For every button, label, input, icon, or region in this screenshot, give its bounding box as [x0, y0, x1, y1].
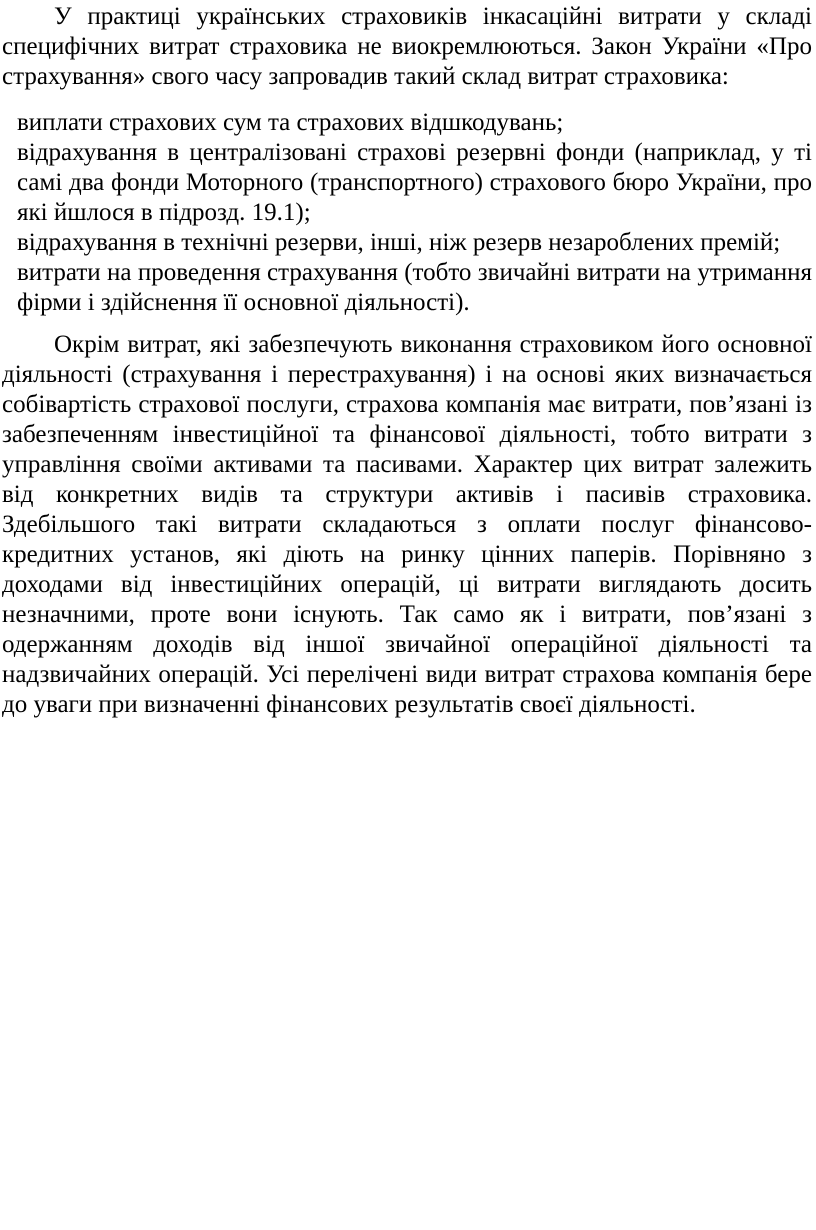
list-item: витрати на проведення страхування (тобто звичайні витрати на утримання фірми і здійснення її основної діяльності).	[17, 259, 812, 316]
list-item: виплати страхових сум та страхових відшкодувань;	[17, 109, 564, 136]
list-item: відрахування в технічні резерви, інші, ніж резерв незароблених премій;	[17, 229, 781, 256]
paragraph-main: Окрім витрат, які забезпечують виконання страховиком його основної діяльності (страхування і перестрахування) і на основі яких визначається собівартість страхової послуги, страхова компанія має витрати, пов’язані із забезпеченням інвестиційної та фінансової діяльності, тобто витрати з управління своїми активами та пасивами. Характер цих витрат залежить від конкретних видів та структури активів і пасивів страховика. Здебільшого такі витрати складаються з оплати послуг фінансово-кредитних установ, які діють на ринку цінних паперів. Порівняно з доходами від інвестиційних операцій, ці витрати виглядають досить незначними, проте вони існують. Так само як і витрати, пов’язані з одержанням доходів від іншої звичайної операційної діяльності та надзвичайних операцій. Усі перелічені види витрат страхова компанія бере до уваги при визначенні фінансових результатів своєї діяльності.	[2, 331, 812, 718]
expense-list	[17, 108, 812, 318]
list-item: відрахування в централізовані страхові резервні фонди (наприклад, у ті самі два фонди Моторного (транспортного) страхового бюро України, про які йшлося в підрозд. 19.1);	[17, 139, 812, 226]
paragraph-intro: У практиці українських страховиків інкасаційні витрати у складі специфічних витрат страховика не виокремлюються. Закон України «Про страхування» свого часу запровадив такий склад витрат страховика:	[2, 3, 812, 90]
